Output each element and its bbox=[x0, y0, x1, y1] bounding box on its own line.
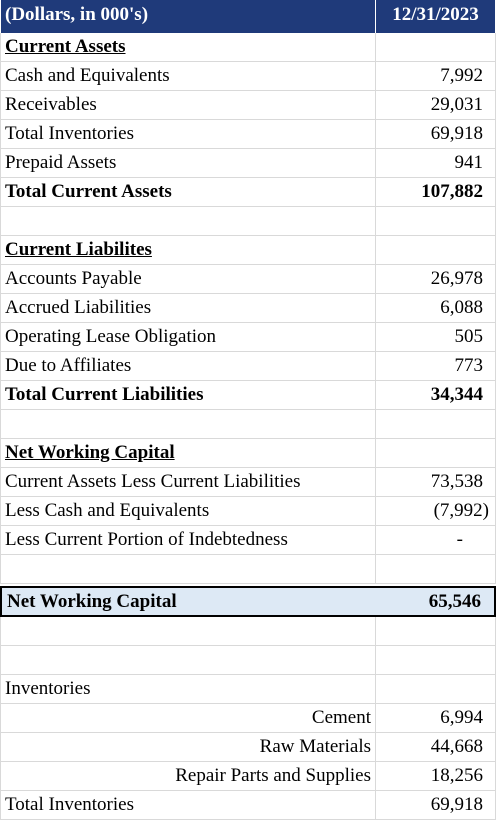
row-label: Total Inventories bbox=[0, 120, 376, 148]
net-working-capital-total-row bbox=[0, 586, 496, 617]
row-label: Current Assets Less Current Liabilities bbox=[0, 468, 376, 496]
row-value: - bbox=[376, 526, 496, 554]
section-heading-row bbox=[0, 236, 496, 265]
row-value: 6,994 bbox=[376, 704, 496, 732]
total-inventories-label: Total Inventories bbox=[0, 791, 376, 819]
row-label: Accounts Payable bbox=[0, 265, 376, 293]
total-current-liabilities-value: 34,344 bbox=[376, 381, 496, 409]
net-working-capital-total-value: 65,546 bbox=[378, 588, 494, 615]
table-row bbox=[0, 704, 496, 733]
inventories-heading: Inventories bbox=[0, 675, 376, 703]
current-assets-heading: Current Assets bbox=[0, 33, 376, 61]
table-row bbox=[0, 497, 496, 526]
row-value: (7,992) bbox=[376, 497, 496, 525]
section-heading-row bbox=[0, 675, 496, 704]
table-row bbox=[0, 733, 496, 762]
table-row bbox=[0, 62, 496, 91]
table-row bbox=[0, 294, 496, 323]
header-date: 12/31/2023 bbox=[376, 0, 496, 33]
total-row bbox=[0, 381, 496, 410]
row-label: Cement bbox=[0, 704, 376, 732]
row-value: 73,538 bbox=[376, 468, 496, 496]
table-row bbox=[0, 91, 496, 120]
header-title: (Dollars, in 000's) bbox=[0, 0, 376, 33]
table-row bbox=[0, 120, 496, 149]
row-label: Accrued Liabilities bbox=[0, 294, 376, 322]
blank-row bbox=[0, 410, 496, 439]
row-value: 773 bbox=[376, 352, 496, 380]
net-working-capital-total-label: Net Working Capital bbox=[2, 588, 378, 615]
row-label: Prepaid Assets bbox=[0, 149, 376, 177]
row-label: Cash and Equivalents bbox=[0, 62, 376, 90]
total-inventories-value: 69,918 bbox=[376, 791, 496, 819]
row-label: Less Cash and Equivalents bbox=[0, 497, 376, 525]
table-row bbox=[0, 149, 496, 178]
total-current-assets-label: Total Current Assets bbox=[0, 178, 376, 206]
blank-row bbox=[0, 646, 496, 675]
row-label: Less Current Portion of Indebtedness bbox=[0, 526, 376, 554]
table-row bbox=[0, 468, 496, 497]
section-heading-row bbox=[0, 33, 496, 62]
table-row bbox=[0, 265, 496, 294]
row-label: Repair Parts and Supplies bbox=[0, 762, 376, 790]
net-working-capital-heading: Net Working Capital bbox=[0, 439, 376, 467]
header-row bbox=[0, 0, 496, 33]
row-label: Raw Materials bbox=[0, 733, 376, 761]
total-row bbox=[0, 178, 496, 207]
row-label: Operating Lease Obligation bbox=[0, 323, 376, 351]
total-current-assets-value: 107,882 bbox=[376, 178, 496, 206]
blank-row bbox=[0, 617, 496, 646]
current-liabilities-heading: Current Liabilites bbox=[0, 236, 376, 264]
table-row bbox=[0, 791, 496, 820]
table-row bbox=[0, 762, 496, 791]
table-row bbox=[0, 352, 496, 381]
row-value: 29,031 bbox=[376, 91, 496, 119]
row-value: 18,256 bbox=[376, 762, 496, 790]
table-row bbox=[0, 526, 496, 555]
row-value: 44,668 bbox=[376, 733, 496, 761]
row-value: 7,992 bbox=[376, 62, 496, 90]
row-label: Due to Affiliates bbox=[0, 352, 376, 380]
row-value: 69,918 bbox=[376, 120, 496, 148]
blank-row bbox=[0, 555, 496, 584]
row-label: Receivables bbox=[0, 91, 376, 119]
row-value: 941 bbox=[376, 149, 496, 177]
table-row bbox=[0, 323, 496, 352]
row-value: 6,088 bbox=[376, 294, 496, 322]
total-current-liabilities-label: Total Current Liabilities bbox=[0, 381, 376, 409]
row-value: 505 bbox=[376, 323, 496, 351]
blank-row bbox=[0, 207, 496, 236]
row-value: 26,978 bbox=[376, 265, 496, 293]
section-heading-row bbox=[0, 439, 496, 468]
